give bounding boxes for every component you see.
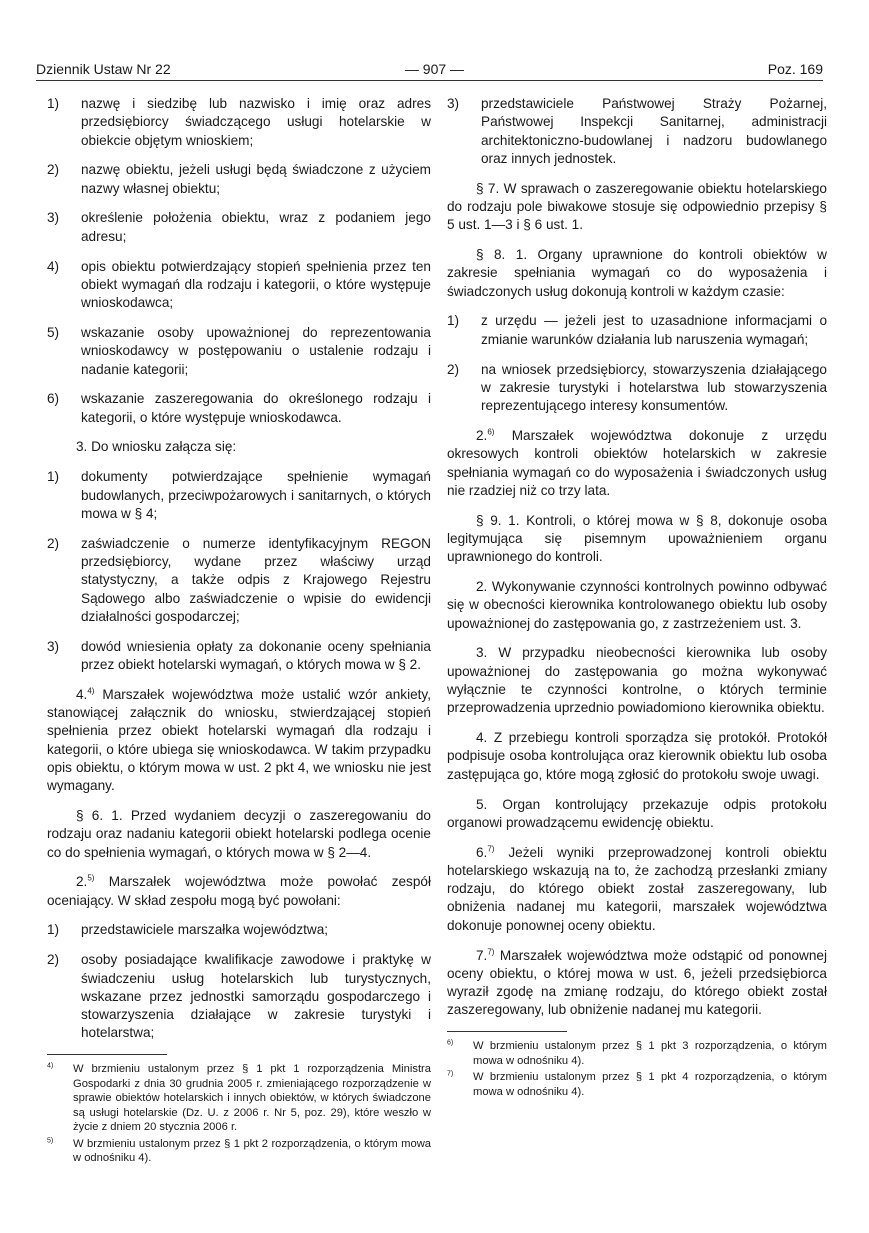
item-list <box>47 95 431 427</box>
footnote-rule <box>47 1054 167 1055</box>
list-item <box>47 535 431 626</box>
list-item-number: 2) <box>47 162 60 178</box>
footnote-number <box>47 1137 53 1152</box>
list-item-number: 1) <box>47 96 60 111</box>
footnote-ref: 7) <box>487 947 495 957</box>
footnotes <box>447 1039 827 1099</box>
list-item-text: z urzędu — jeżeli jest to uzasadnione informacjami o zmianie warunków działania lub naruszenia wymagań; <box>481 313 827 347</box>
footnote-ref: 6) <box>487 427 495 437</box>
paragraph-text: Marszałek województwa może powołać zespół oceniający. W skład zespołu mogą być powołani: <box>47 874 431 908</box>
list-item <box>47 209 431 246</box>
list-item <box>47 258 431 313</box>
list-item-number: 3) <box>447 96 460 111</box>
section-9-paragraph-6 <box>447 844 827 935</box>
list-item-number: 3) <box>47 210 60 226</box>
section-8-paragraph-2 <box>447 427 827 500</box>
paragraph-number: 7. <box>476 947 488 963</box>
position-number: Poz. 169 <box>767 61 823 77</box>
page-number: — 907 — <box>404 61 465 77</box>
footnote <box>447 1039 827 1068</box>
list-item <box>47 638 431 675</box>
item-list <box>47 921 431 1042</box>
footnote <box>47 1062 431 1135</box>
list-item-text: dowód wniesienia opłaty za dokonanie oceny spełniania przez obiekt hotelarski wymagań, o których mowa w § 2. <box>81 638 431 672</box>
list-item <box>447 361 827 416</box>
list-item-text: przedstawiciele marszałka województwa; <box>81 922 329 938</box>
list-item-text: dokumenty potwierdzające spełnienie wymagań budowlanych, przeciwpożarowych i sanitarnych, o których mowa w § 4; <box>81 469 431 521</box>
section-9-paragraph-3: 3. W przypadku nieobecności kierownika lub osoby upoważnionej do zastępowania go można wykonywać wyłącznie te czynności kontrolne, o których terminie przeprowadzenia uprzednio powiadomiono kierownika obiektu. <box>447 645 827 716</box>
footnote-text: W brzmieniu ustalonym przez § 1 pkt 3 rozporządzenia, o którym mowa w odnośniku 4). <box>473 1040 827 1067</box>
list-item <box>447 312 827 349</box>
list-item-number: 5) <box>47 324 60 340</box>
list-item-text: na wniosek przedsiębiorcy, stowarzyszenia działającego w zakresie turystyki i hotelarstwa lub stowarzyszenia reprezentującego interesy konsumentów. <box>481 361 827 414</box>
list-item-text: osoby posiadające kwalifikacje zawodowe i praktykę w świadczeniu usług hotelarskich lub turystycznych, wskazane przez jednostki samorządu gospodarczego i stowarzyszenia działające w zakresie turystyki i hotelarstwa; <box>81 952 431 1041</box>
list-item-text: wskazanie osoby upoważnionej do reprezentowania wnioskodawcy w postępowaniu o ustalenie rodzaju i nadanie kategorii; <box>81 324 431 377</box>
list-item <box>47 951 431 1042</box>
section-8-paragraph-1: § 8. 1. Organy uprawnione do kontroli obiektów w zakresie spełniania wymagań co do wyposażenia i świadczonych usług dokonują kontroli w każdym czasie: <box>447 247 827 299</box>
footnotes <box>47 1062 431 1166</box>
list-item-number: 1) <box>47 469 60 485</box>
item-list <box>47 468 431 674</box>
header-rule <box>36 80 823 81</box>
list-item <box>47 95 431 150</box>
list-item-number: 6) <box>47 391 60 407</box>
paragraph-text: Jeżeli wyniki przeprowadzonej kontroli obiektu hotelarskiego wskazują na to, że zachodzą przesłanki zmiany rodzaju, do którego obiekt został zaszeregowany, lub obniżenia nadanej mu kategorii, marszałek województwa dokonuje ponownej oceny obiektu. <box>447 844 827 933</box>
list-item-text: wskazanie zaszeregowania do określonego rodzaju i kategorii, o które występuje wnioskodawca. <box>81 391 431 425</box>
footnote-text: W brzmieniu ustalonym przez § 1 pkt 2 rozporządzenia, o którym mowa w odnośniku 4). <box>73 1137 431 1165</box>
list-item-text: nazwę obiektu, jeżeli usługi będą świadczone z użyciem nazwy własnej obiektu; <box>81 162 431 196</box>
section-9-paragraph-4: 4. Z przebiegu kontroli sporządza się protokół. Protokół podpisuje osoba kontrolująca oraz kierownik obiektu lub osoba zastępująca go, które mogą zgłosić do protokołu swoje uwagi. <box>447 730 827 782</box>
list-item <box>447 95 827 168</box>
paragraph-text: Marszałek województwa może odstąpić od ponownej oceny obiektu, o której mowa w ust. 6, jeżeli przedsiębiorca wyraził zgodę na zmianę rodzaju, do którego obiekt został zaszeregowany, lub obniżenie nadanej mu kategorii. <box>447 947 827 1018</box>
footnote-number-sup: 7) <box>447 1070 454 1078</box>
footnote-ref: 4) <box>87 686 95 696</box>
item-list <box>447 312 827 415</box>
section-9-paragraph-7 <box>447 947 827 1020</box>
paragraph-number: 6. <box>476 844 488 860</box>
right-column <box>447 95 827 1101</box>
footnote-ref: 7) <box>487 844 495 854</box>
footnote-text: W brzmieniu ustalonym przez § 1 pkt 1 rozporządzenia Ministra Gospodarki z dnia 30 grudnia 2005 r. zmieniającego rozporządzenie w sprawie obiektów hotelarskich i innych obiektów, w których świadczone są usługi hotelarskie (Dz. U. z 2006 r. Nr 5, poz. 29), które weszło w życie z dniem 20 stycznia 2006 r. <box>73 1063 431 1134</box>
list-item <box>47 324 431 379</box>
footnote-rule <box>447 1031 567 1032</box>
footnote-ref: 5) <box>87 873 95 883</box>
list-item-number: 2) <box>447 361 460 377</box>
list-item <box>47 468 431 523</box>
section-9-paragraph-2: 2. Wykonywanie czynności kontrolnych powinno odbywać się w obecności kierownika kontrolowanego obiektu lub osoby upoważnionej do zastępowania go, z zastrzeżeniem ust. 3. <box>447 579 827 631</box>
left-column <box>47 95 431 1168</box>
section-9-paragraph-1: § 9. 1. Kontroli, o której mowa w § 8, dokonuje osoba legitymująca się pisemnym upoważnieniem organu uprawnionego do kontroli. <box>447 512 827 565</box>
section-7: § 7. W sprawach o zaszeregowanie obiektu hotelarskiego do rodzaju pole biwakowe stosuje się odpowiednio przepisy § 5 ust. 1—3 i § 6 ust. 1. <box>447 180 827 233</box>
footnote-number <box>447 1070 453 1085</box>
paragraph-text: Marszałek województwa dokonuje z urzędu okresowych kontroli obiektów hotelarskich w zakresie spełniania wymagań co do wyposażenia i świadczonych usług nie rzadziej niż co trzy lata. <box>447 427 827 498</box>
footnote-number-sup: 4) <box>47 1062 54 1070</box>
paragraph-number: 2. <box>476 427 488 443</box>
footnote <box>47 1137 431 1166</box>
list-item-text: określenie położenia obiektu, wraz z podaniem jego adresu; <box>81 210 431 244</box>
footnote-number-sup: 6) <box>447 1039 454 1047</box>
list-item-number: 4) <box>47 258 60 274</box>
footnote-number <box>447 1039 453 1054</box>
journal-title: Dziennik Ustaw Nr 22 <box>36 61 171 77</box>
list-item-number: 1) <box>47 922 60 938</box>
section-6-paragraph-1: § 6. 1. Przed wydaniem decyzji o zaszeregowaniu do rodzaju oraz nadaniu kategorii obiekt hotelarski podlega ocenie co do spełnienia wymagań, o których mowa w § 2—4. <box>47 808 431 860</box>
footnote-text: W brzmieniu ustalonym przez § 1 pkt 4 rozporządzenia, o którym mowa w odnośniku 4). <box>473 1071 827 1098</box>
list-item <box>47 921 431 939</box>
paragraph-number: 4. <box>76 686 88 702</box>
item-list <box>447 95 827 168</box>
list-item-text: nazwę i siedzibę lub nazwisko i imię oraz adres przedsiębiorcy świadczącego usługi hotelarskie w obiekcie objętym wnioskiem; <box>81 96 431 148</box>
paragraph-number: 2. <box>76 874 88 890</box>
section-9-paragraph-5: 5. Organ kontrolujący przekazuje odpis protokołu organowi prowadzącemu ewidencję obiektu. <box>447 796 827 830</box>
list-item <box>47 390 431 427</box>
section-6-paragraph-2 <box>47 873 431 910</box>
list-item-number: 1) <box>447 313 460 329</box>
list-item-number: 2) <box>47 952 60 968</box>
footnote-number-sup: 5) <box>47 1137 54 1145</box>
list-item-text: opis obiektu potwierdzający stopień spełnienia przez ten obiekt wymagań dla rodzaju i kategorii, o które występuje wnioskodawca; <box>81 258 431 311</box>
list-item-number: 2) <box>47 535 60 551</box>
list-item-number: 3) <box>47 638 60 654</box>
footnote <box>447 1070 827 1099</box>
footnote-number <box>47 1062 53 1077</box>
list-item-text: zaświadczenie o numerze identyfikacyjnym REGON przedsiębiorcy, wydane przez właściwy urząd statystyczny, a także odpis z Krajowego Rejestru Sądowego albo zaświadczenie o wpisie do ewidencji działalności gospodarczej; <box>81 535 431 624</box>
list-item <box>47 161 431 198</box>
paragraph-3: 3. Do wniosku załącza się: <box>76 439 237 455</box>
paragraph-4 <box>47 686 431 796</box>
paragraph-text: Marszałek województwa może ustalić wzór ankiety, stanowiącej załącznik do wniosku, stwierdzającej stopień spełnienia przez obiekt hotelarski wymagań dla rodzaju i kategorii, o które ubiega się wnioskodawca. W takim przypadku opis obiektu, o którym mowa w ust. 2 pkt 4, we wniosku nie jest wymagany. <box>47 686 431 794</box>
list-item-text: przedstawiciele Państwowej Straży Pożarnej, Państwowej Inspekcji Sanitarnej, administracji architektoniczno-budowlanej i nadzoru budowlanego oraz innych jednostek. <box>481 96 827 166</box>
